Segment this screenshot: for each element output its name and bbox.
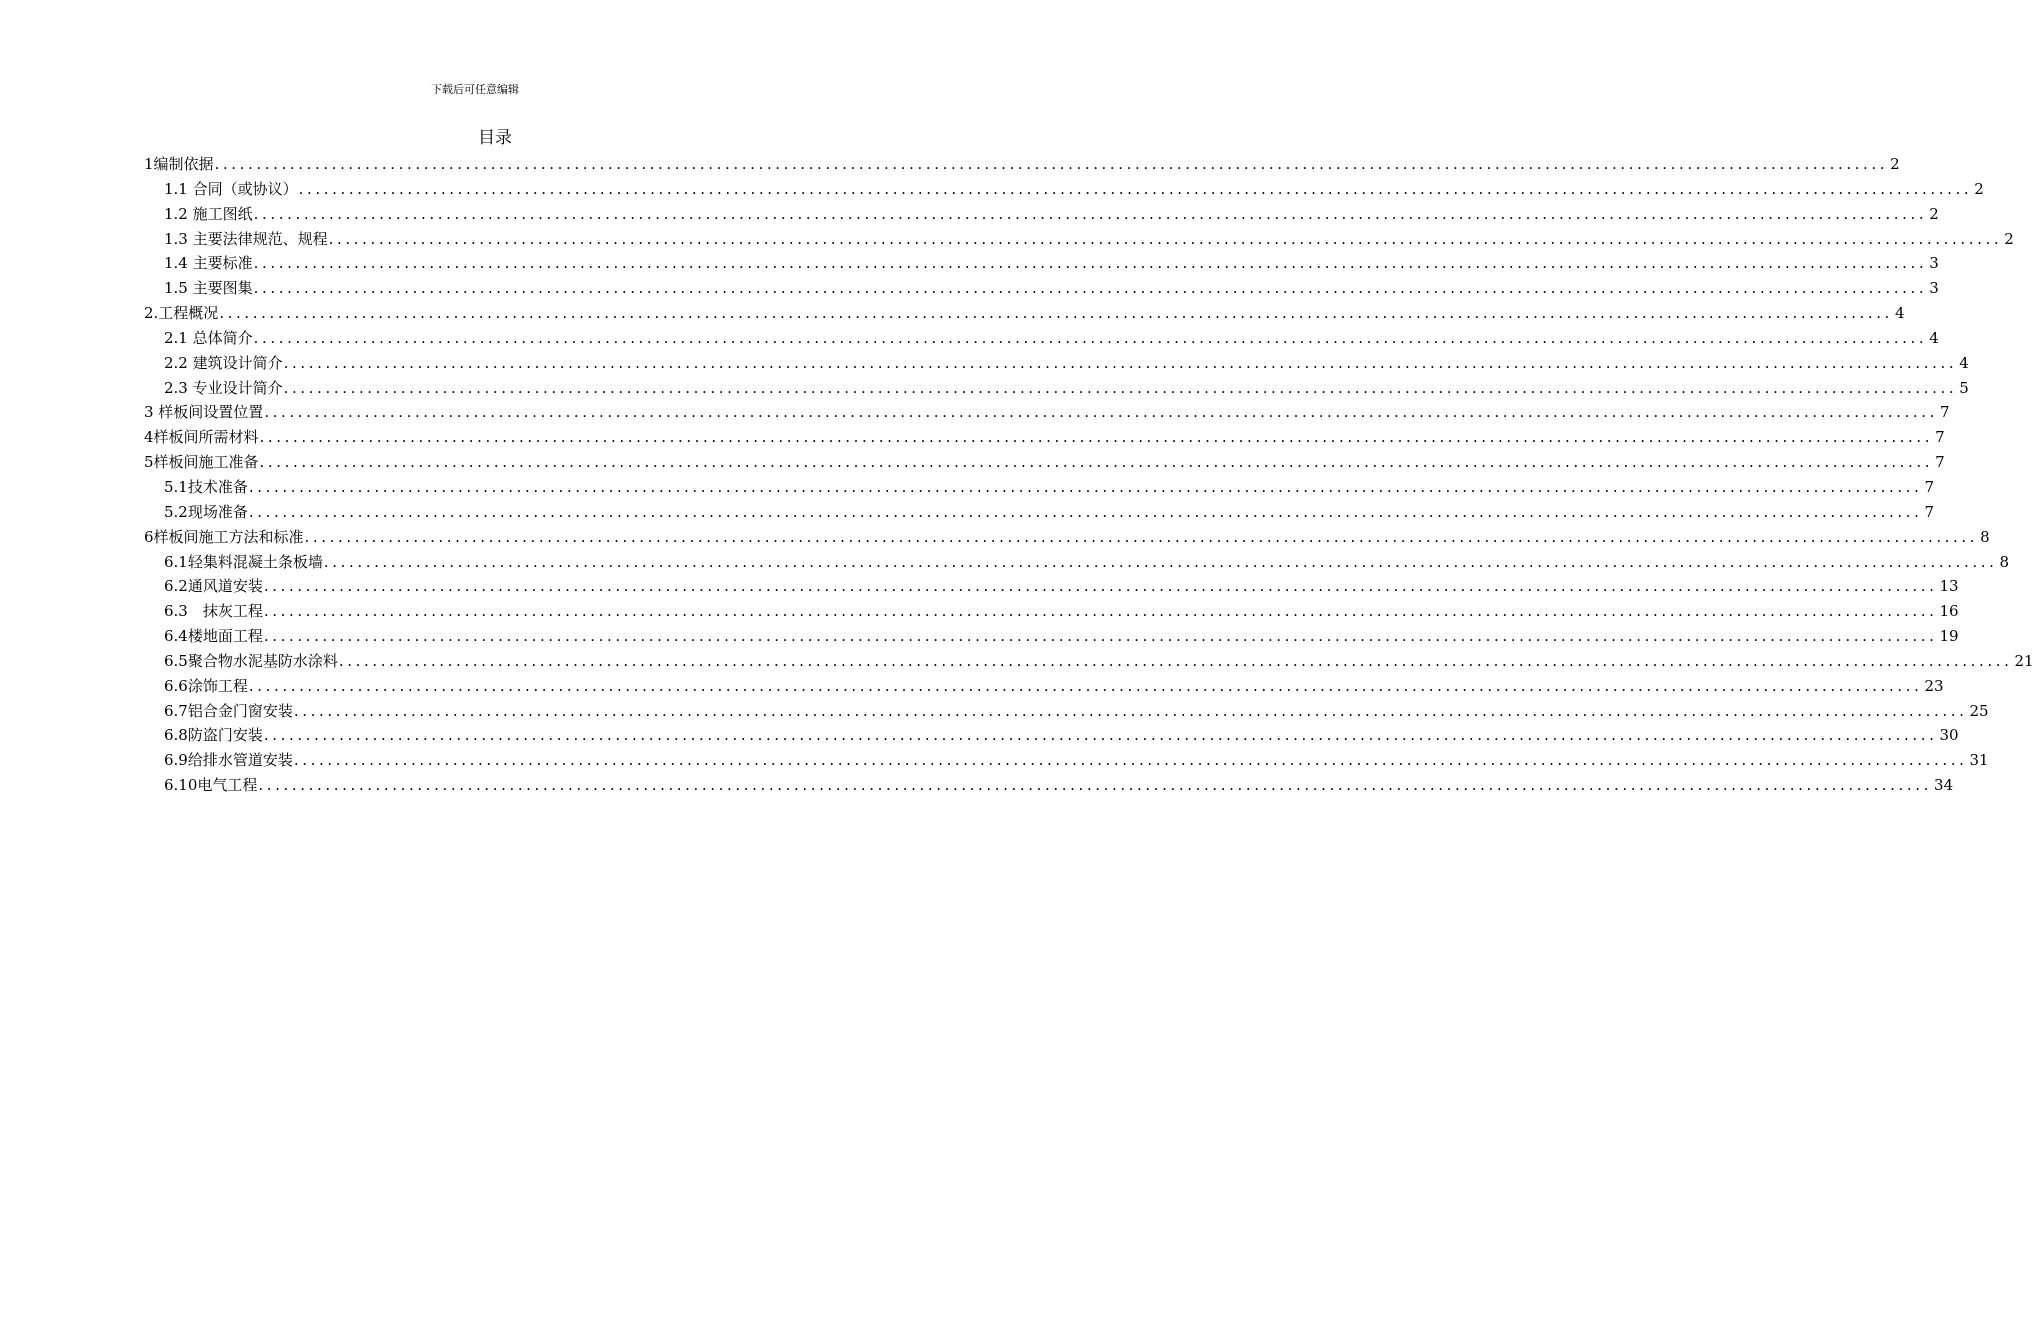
toc-entry-label: 2.2 建筑设计简介 [164,353,283,372]
toc-entry[interactable] [144,276,1939,301]
toc-entry-label: 2.3 专业设计简介 [164,378,283,397]
toc-entry[interactable] [144,376,1969,401]
toc-leader-dots: ........................................................................................................................................................................................................ [323,552,1998,571]
toc-entry-page: 8 [1980,527,1990,546]
toc-entry[interactable] [144,177,1984,202]
toc-entry-label: 2.1 总体简介 [164,328,253,347]
toc-leader-dots: ........................................................................................................................................................................................................ [219,304,1893,323]
toc-entry-label: 1.5 主要图集 [164,279,253,298]
toc-entry[interactable] [144,574,1959,599]
toc-entry[interactable] [144,500,1935,525]
toc-entry-page: 30 [1939,726,1959,745]
toc-entry-page: 3 [1929,254,1939,273]
toc-entry-page: 5 [1959,378,1969,397]
toc-entry-page: 19 [1939,627,1959,646]
toc-entry[interactable] [144,227,2014,252]
toc-entry-label: 5.2现场准备 [164,502,248,521]
toc-entry-label: 6.4楼地面工程 [164,627,263,646]
toc-title: 目录 [478,128,512,148]
toc-leader-dots: ........................................................................................................................................................................................................ [263,627,1938,646]
toc-entry[interactable] [144,251,1939,276]
toc-entry-label: 1编制依据 [144,155,214,173]
toc-entry-page: 7 [1939,403,1950,422]
toc-entry-label: 6.3 抹灰工程 [164,602,263,621]
toc-entry-page: 23 [1924,676,1944,695]
toc-entry[interactable] [144,525,1990,550]
toc-leader-dots: ........................................................................................................................................................................................................ [253,254,1928,273]
toc-entry-page: 16 [1939,602,1959,621]
toc-entry[interactable] [144,152,1900,177]
toc-leader-dots: ........................................................................................................................................................................................................ [298,179,1973,198]
toc-entry[interactable] [144,723,1959,748]
toc-leader-dots: ........................................................................................................................................................................................................ [263,577,1938,596]
toc-entry-label: 6.5聚合物水泥基防水涂料 [164,651,338,670]
toc-entry-label: 6.1轻集料混凝土条板墙 [164,552,323,571]
toc-entry-page: 2 [1890,155,1900,173]
toc-entry-label: 5样板间施工准备 [144,453,259,472]
toc-entry-page: 2 [2004,229,2014,248]
toc-entry[interactable] [144,351,1969,376]
toc-leader-dots: ........................................................................................................................................................................................................ [293,751,1968,770]
toc-entry-page: 8 [1999,552,2010,571]
toc-entry-label: 6.6涂饰工程 [164,676,248,695]
toc-entry-label: 6.9给排水管道安装 [164,751,293,770]
toc-leader-dots: ........................................................................................................................................................................................................ [248,502,1923,521]
toc-entry-label: 5.1技术准备 [164,477,248,496]
toc-entry[interactable] [144,425,1945,450]
toc-entry-label: 2.工程概况 [144,304,219,323]
toc-entry-label: 1.4 主要标准 [164,254,253,273]
toc-entry[interactable] [144,550,2010,575]
toc-entry[interactable] [144,748,1989,773]
toc-leader-dots: ........................................................................................................................................................................................................ [253,204,1928,223]
toc-entry-page: 31 [1969,751,1989,770]
toc-entry-label: 6.8防盗门安装 [164,726,263,745]
toc-entry-page: 7 [1935,453,1945,472]
toc-leader-dots: ........................................................................................................................................................................................................ [328,229,2003,248]
toc-entry[interactable] [144,400,1950,425]
toc-leader-dots: ........................................................................................................................................................................................................ [258,776,1933,795]
toc-entry-page: 34 [1934,776,1954,795]
toc-entry-page: 7 [1924,477,1935,496]
toc-entry[interactable] [144,624,1959,649]
toc-leader-dots: ........................................................................................................................................................................................................ [338,651,2013,670]
toc-leader-dots: ........................................................................................................................................................................................................ [214,155,1889,173]
toc-entry-page: 4 [1894,304,1905,323]
toc-entry-label: 6.7铝合金门窗安装 [164,701,293,720]
toc-entry-label: 6.10电气工程 [164,776,258,795]
toc-entry-page: 2 [1974,179,1984,198]
toc-entry-page: 7 [1924,502,1935,521]
toc-entry[interactable] [144,450,1945,475]
table-of-contents [144,152,2034,798]
toc-entry[interactable] [144,475,1935,500]
toc-entry[interactable] [144,773,1954,798]
toc-entry[interactable] [144,599,1959,624]
toc-leader-dots: ........................................................................................................................................................................................................ [283,378,1958,397]
toc-entry-label: 3 样板间设置位置 [144,403,264,422]
toc-entry-page: 3 [1929,279,1939,298]
toc-leader-dots: ........................................................................................................................................................................................................ [293,701,1968,720]
toc-entry-page: 21 [2014,651,2034,670]
toc-entry-page: 4 [1959,353,1969,372]
toc-entry-page: 4 [1929,328,1939,347]
toc-leader-dots: ........................................................................................................................................................................................................ [263,726,1938,745]
toc-leader-dots: ........................................................................................................................................................................................................ [283,353,1958,372]
toc-leader-dots: ........................................................................................................................................................................................................ [263,602,1938,621]
toc-entry[interactable] [144,301,1905,326]
toc-leader-dots: ........................................................................................................................................................................................................ [248,477,1923,496]
toc-leader-dots: ........................................................................................................................................................................................................ [259,428,1934,447]
toc-entry-page: 25 [1969,701,1989,720]
toc-entry-label: 6样板间施工方法和标准 [144,527,304,546]
toc-leader-dots: ........................................................................................................................................................................................................ [253,279,1928,298]
toc-entry-label: 1.1 合同（或协议） [164,179,298,198]
toc-entry[interactable] [144,699,1989,724]
toc-entry-label: 1.2 施工图纸 [164,204,253,223]
toc-entry[interactable] [144,202,1939,227]
toc-entry-label: 1.3 主要法律规范、规程 [164,229,328,248]
toc-entry-label: 4样板间所需材料 [144,428,259,447]
toc-entry-page: 7 [1935,428,1945,447]
toc-leader-dots: ........................................................................................................................................................................................................ [248,676,1923,695]
toc-leader-dots: ........................................................................................................................................................................................................ [253,328,1928,347]
toc-leader-dots: ........................................................................................................................................................................................................ [259,453,1934,472]
toc-entry-page: 13 [1939,577,1959,596]
header-note: 下载后可任意编辑 [431,83,519,96]
toc-leader-dots: ........................................................................................................................................................................................................ [304,527,1979,546]
toc-entry[interactable] [144,649,2034,674]
toc-entry[interactable] [144,674,1944,699]
toc-entry[interactable] [144,326,1939,351]
toc-entry-label: 6.2通风道安装 [164,577,263,596]
toc-leader-dots: ........................................................................................................................................................................................................ [264,403,1938,422]
toc-entry-page: 2 [1929,204,1939,223]
